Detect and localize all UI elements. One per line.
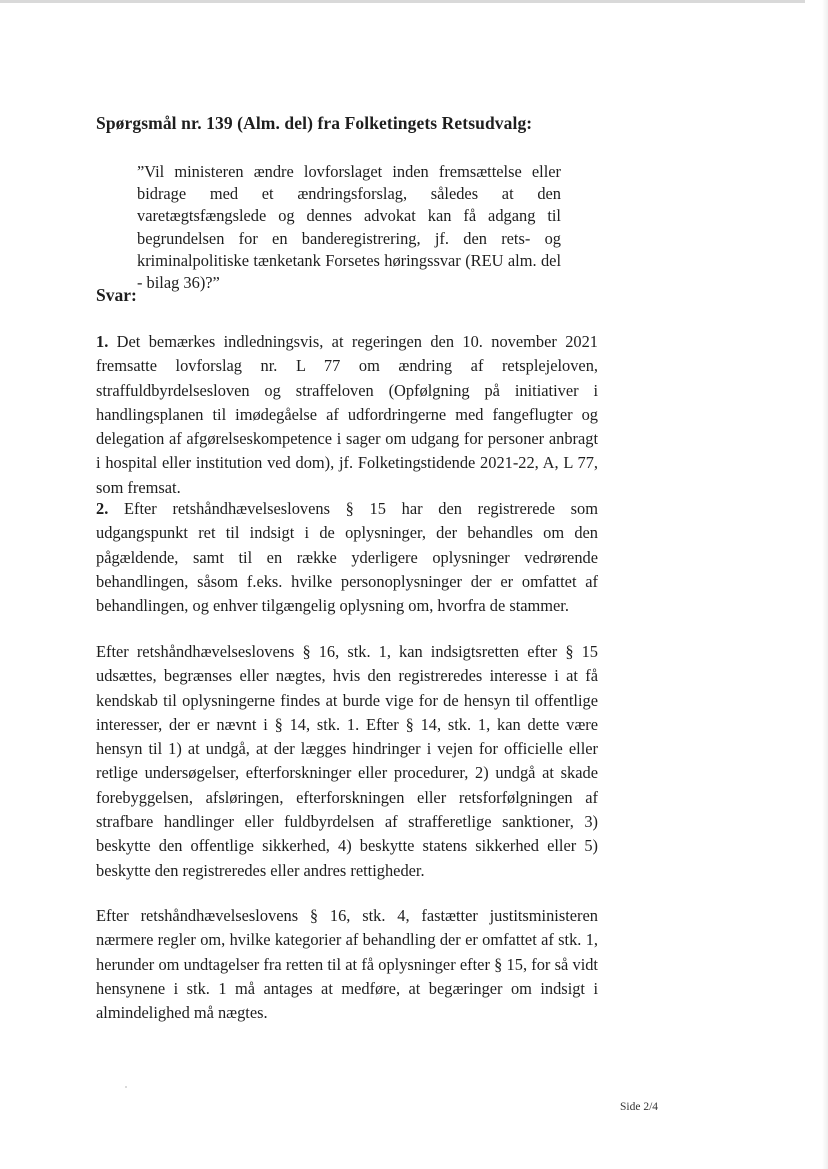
scan-speck [125,1086,127,1088]
page-top-edge [0,0,805,3]
paragraph-number: 1. [96,332,109,351]
paragraph-3 [96,640,598,883]
paragraph-text: Efter retshåndhævelseslovens § 15 har den registrerede som udgangspunkt ret til indsigt i de oplysninger, der behandles om den pågældende, samt til en række yderligere oplysninger vedrørende behandlingen, såsom f.eks. hvilke personoplysninger der er omfattet af behandlingen, og enhver tilgængelig oplysning om, hvorfra de stammer. [96,499,598,616]
paragraph-2 [96,497,598,618]
paragraph-number: 2. [96,499,109,518]
page-title: Spørgsmål nr. 139 (Alm. del) fra Folketingets Retsudvalg: [96,113,533,133]
page-number: Side 2/4 [620,1101,659,1113]
paragraph-text: Det bemærkes indledningsvis, at regeringen den 10. november 2021 fremsatte lovforslag nr. L 77 om ændring af retsplejeloven, straffuldbyrdelsesloven og straffeloven (Opfølgning på initiativer i handlingsplanen til imødegåelse af udfordringerne med fangeflugter og delegation af afgørelseskompetence i sager om udgang for personer anbragt i hospital eller institution ved dom), jf. Folketingstidende 2021-22, A, L 77, som fremsat. [96,332,598,497]
paragraph-1 [96,330,598,500]
question-quote: ”Vil ministeren ændre lovforslaget inden fremsættelse eller bidrage med et ændringsforslag, således at den varetægtsfængslede og dennes advokat kan få adgang til begrundelsen for en banderegistrering, jf. den rets- og kriminalpolitiske tænketank Forsetes høringssvar (REU alm. del - bilag 36)?” [137,162,561,293]
paragraph-text: Efter retshåndhævelseslovens § 16, stk. 1, kan indsigtsretten efter § 15 udsættes, begrænses eller nægtes, hvis den registreredes interesse i at få kendskab til oplysningerne findes at burde vige for de hensyn til offentlige interesser, der er nævnt i § 14, stk. 1. Efter § 14, stk. 1, kan dette være hensyn til 1) at undgå, at der lægges hindringer i vejen for officielle eller retlige undersøgelser, efterforskninger eller procedurer, 2) undgå at skade forebyggelsen, afsløringen, efterforskningen eller retsforfølgningen af strafbare handlinger eller fuldbyrdelsen af strafferetlige sanktioner, 3) beskytte den offentlige sikkerhed, 4) beskytte statens sikkerhed eller 5) beskytte den registreredes eller andres rettigheder. [96,642,598,880]
paragraph-4 [96,904,598,1025]
page-right-edge [822,0,828,1169]
answer-label: Svar: [96,285,137,305]
paragraph-text: Efter retshåndhævelseslovens § 16, stk. 4, fastætter justitsministeren nærmere regler om, hvilke kategorier af behandling der er omfattet af stk. 1, herunder om undtagelser fra retten til at få oplysninger efter § 15, for så vidt hensynene i stk. 1 må antages at medføre, at begæringer om indsigt i almindelighed må nægtes. [96,906,598,1023]
